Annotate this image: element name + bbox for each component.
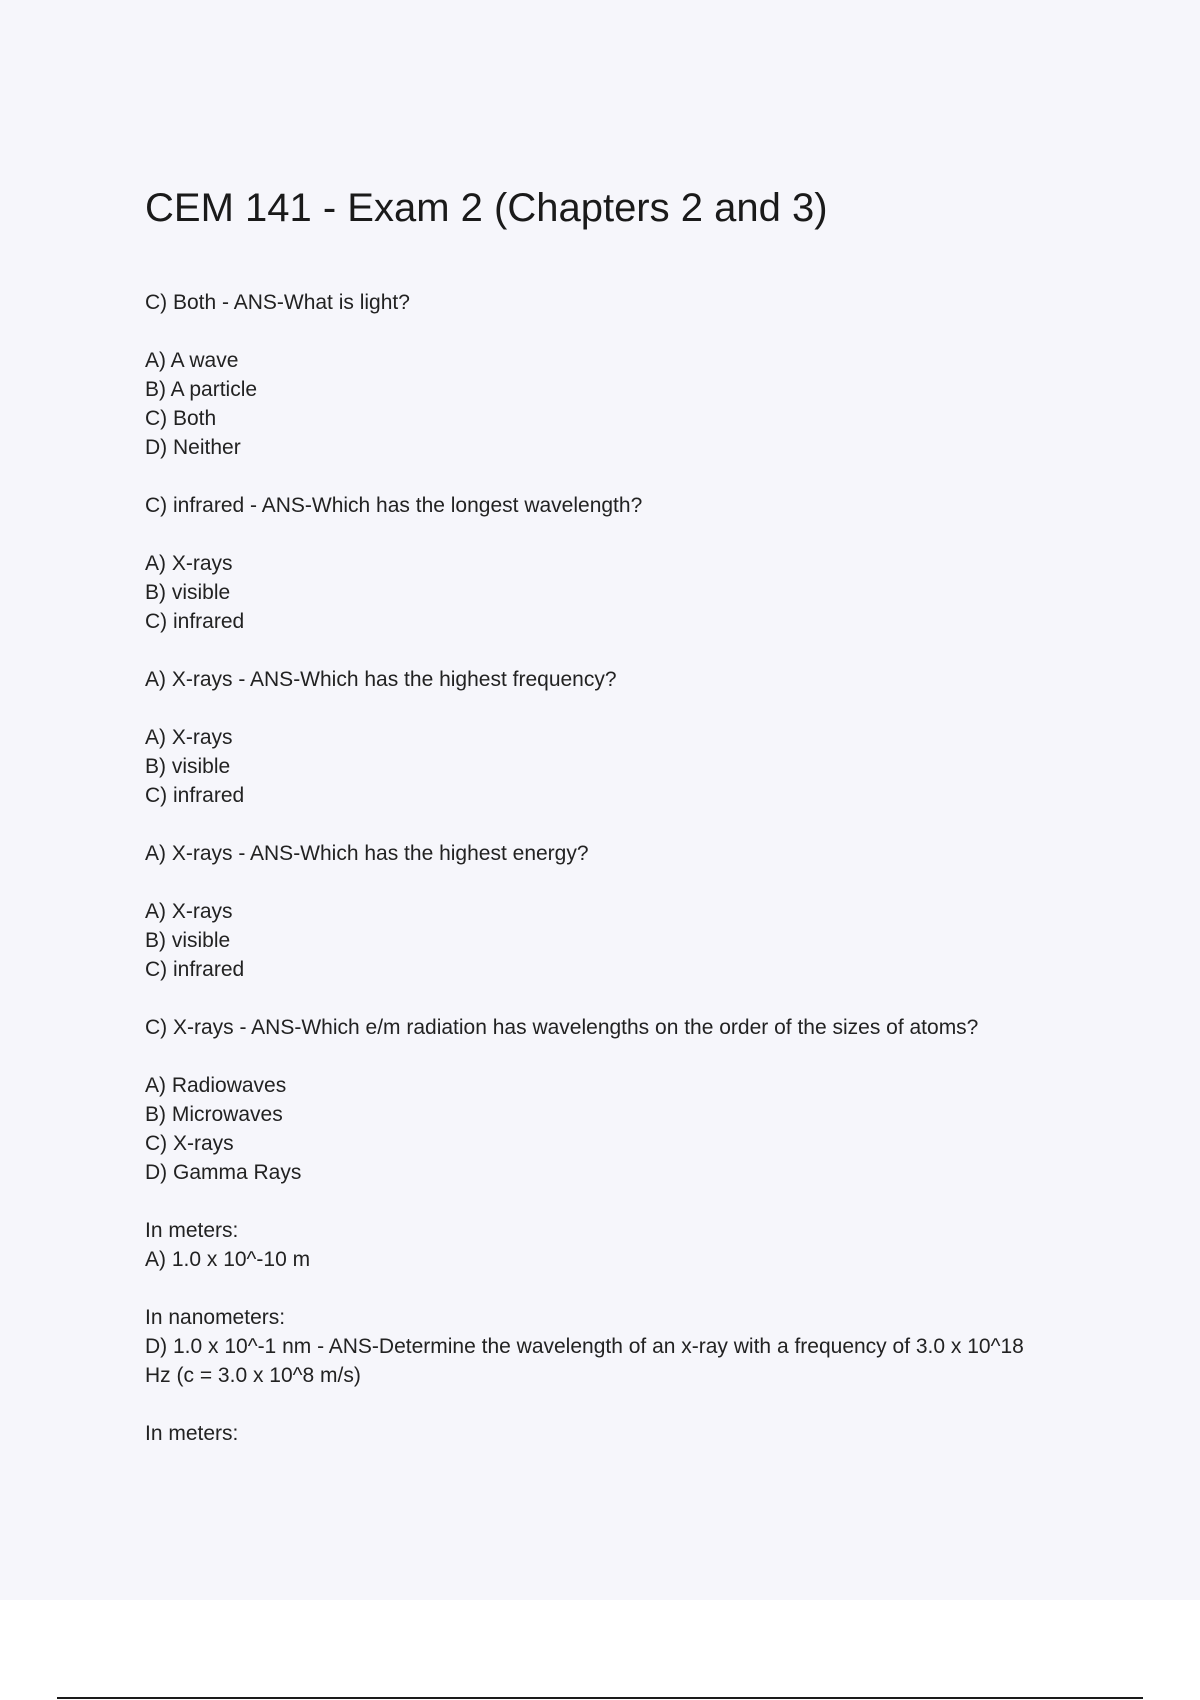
answer-block (145, 491, 1105, 520)
option-line: D) Neither (145, 436, 241, 459)
document-content (145, 184, 1105, 1477)
answer-line: C) Both - ANS-What is light? (145, 291, 410, 314)
option-line: D) Gamma Rays (145, 1161, 302, 1184)
option-line: C) infrared (145, 784, 245, 807)
answer-line: A) X-rays - ANS-Which has the highest energy? (145, 842, 589, 865)
option-line: B) visible (145, 929, 231, 952)
options-block (145, 897, 1105, 984)
footer-divider (57, 1697, 1143, 1699)
answer-line: Hz (c = 3.0 x 10^8 m/s) (145, 1364, 361, 1387)
option-line: C) infrared (145, 610, 245, 633)
answer-block (145, 1216, 1105, 1274)
options-block (145, 549, 1105, 636)
answer-block (145, 839, 1105, 868)
answer-line: A) X-rays - ANS-Which has the highest frequency? (145, 668, 617, 691)
answer-block (145, 1303, 1105, 1390)
document-title: CEM 141 - Exam 2 (Chapters 2 and 3) (145, 186, 828, 230)
options-block (145, 723, 1105, 810)
answer-line: A) 1.0 x 10^-10 m (145, 1248, 311, 1271)
option-line: B) visible (145, 581, 231, 604)
answer-line: In meters: (145, 1219, 239, 1242)
option-line: A) X-rays (145, 552, 233, 575)
option-line: A) Radiowaves (145, 1074, 287, 1097)
options-block (145, 1071, 1105, 1187)
option-line: A) X-rays (145, 900, 233, 923)
answer-block (145, 288, 1105, 317)
options-block (145, 346, 1105, 462)
option-line: C) infrared (145, 958, 245, 981)
option-line: C) X-rays (145, 1132, 234, 1155)
option-line: B) Microwaves (145, 1103, 283, 1126)
answer-block (145, 1419, 1105, 1448)
answer-block (145, 1013, 1105, 1042)
answer-line: In meters: (145, 1422, 239, 1445)
answer-line: C) X-rays - ANS-Which e/m radiation has wavelengths on the order of the sizes of atoms? (145, 1016, 979, 1039)
option-line: B) A particle (145, 378, 258, 401)
option-line: B) visible (145, 755, 231, 778)
option-line: C) Both (145, 407, 217, 430)
option-line: A) A wave (145, 349, 239, 372)
answer-line: D) 1.0 x 10^-1 nm - ANS-Determine the wavelength of an x-ray with a frequency of 3.0 x 10^18 (145, 1335, 1024, 1358)
option-line: A) X-rays (145, 726, 233, 749)
answer-line: C) infrared - ANS-Which has the longest wavelength? (145, 494, 643, 517)
answer-block (145, 665, 1105, 694)
answer-line: In nanometers: (145, 1306, 286, 1329)
